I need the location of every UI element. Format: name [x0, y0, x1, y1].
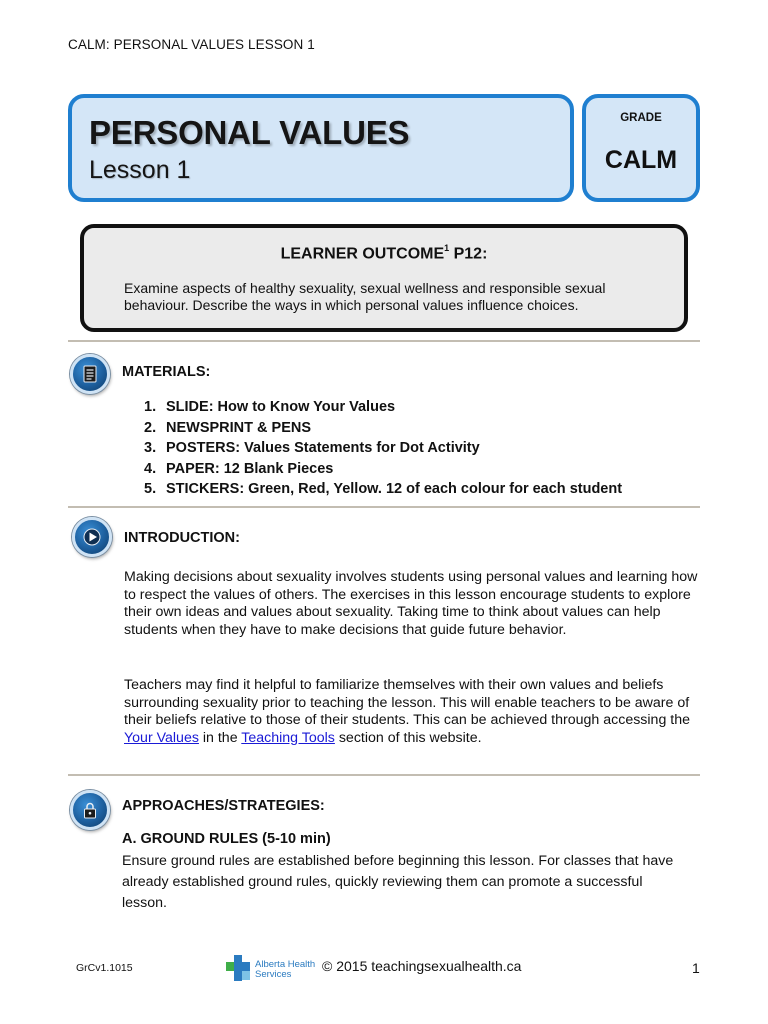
outcome-code: P12:	[449, 245, 488, 263]
ground-rules-text: Ensure ground rules are established before beginning this lesson. For classes that have already established ground rules, quickly reviewing them can promote a successful lesson.	[122, 853, 674, 911]
teaching-tools-link[interactable]: Teaching Tools	[241, 729, 335, 746]
introduction-heading: INTRODUCTION:	[124, 530, 240, 546]
approaches-heading: APPROACHES/STRATEGIES:	[122, 798, 325, 814]
list-item: 4. PAPER: 12 Blank Pieces	[144, 460, 334, 477]
materials-heading: MATERIALS:	[122, 364, 211, 380]
section-divider	[68, 506, 700, 508]
list-item: 3. POSTERS: Values Statements for Dot Activity	[144, 440, 480, 457]
title-box	[68, 94, 574, 202]
logo-text-line1: Alberta Health	[255, 959, 316, 970]
logo-text-line2: Services	[255, 969, 292, 980]
lesson-subtitle: Lesson 1	[89, 156, 191, 184]
list-item: 5. STICKERS: Green, Red, Yellow. 12 of each colour for each student	[144, 481, 623, 498]
grade-value: CALM	[604, 146, 678, 174]
section-divider	[68, 774, 700, 776]
grade-box	[582, 94, 700, 202]
play-icon	[72, 517, 112, 557]
outcome-title-text: LEARNER OUTCOME	[280, 245, 445, 263]
ahs-logo-icon	[226, 954, 250, 982]
outcome-title	[84, 244, 684, 263]
introduction-paragraph-2: Teachers may find it helpful to familiarize themselves with their own values and beliefs surrounding sexuality prior to teaching the lesson. This will enable teachers to be aware of their beliefs relative to those of their students. This can be achieved through accessing the Your Values in the Teaching Tools section of this website.	[124, 677, 690, 746]
section-divider	[68, 340, 700, 342]
materials-list	[144, 397, 622, 500]
page-number: 1	[692, 960, 700, 976]
alberta-health-services-logo	[226, 954, 316, 984]
learner-outcome-box	[80, 224, 688, 332]
lock-icon	[70, 790, 110, 830]
introduction-paragraph: Making decisions about sexuality involves students using personal values and learning how to respect the values of others. The exercises in this lesson encourage students to explore their own ideas and values about sexuality. Taking time to think about values can help students when they have to make decisions that guide future behavior.	[124, 569, 698, 638]
outcome-text: Examine aspects of healthy sexuality, sexual wellness and responsible sexual behaviour. Describe the ways in which personal values influence choices.	[124, 280, 606, 313]
page-title: PERSONAL VALUES	[89, 114, 410, 151]
ground-rules-heading: A. GROUND RULES (5-10 min)	[122, 831, 331, 847]
list-item: 2. NEWSPRINT & PENS	[144, 419, 312, 436]
running-header: CALM: PERSONAL VALUES LESSON 1	[68, 37, 315, 52]
footnote-mark: 1	[444, 243, 450, 253]
your-values-link[interactable]: Your Values	[124, 729, 199, 746]
document-code: GrCv1.1015	[76, 962, 133, 974]
copyright: © 2015 teachingsexualhealth.ca	[322, 958, 522, 974]
list-item: 1. SLIDE: How to Know Your Values	[144, 399, 396, 415]
grade-label: GRADE	[620, 112, 662, 124]
document-icon	[70, 354, 110, 394]
